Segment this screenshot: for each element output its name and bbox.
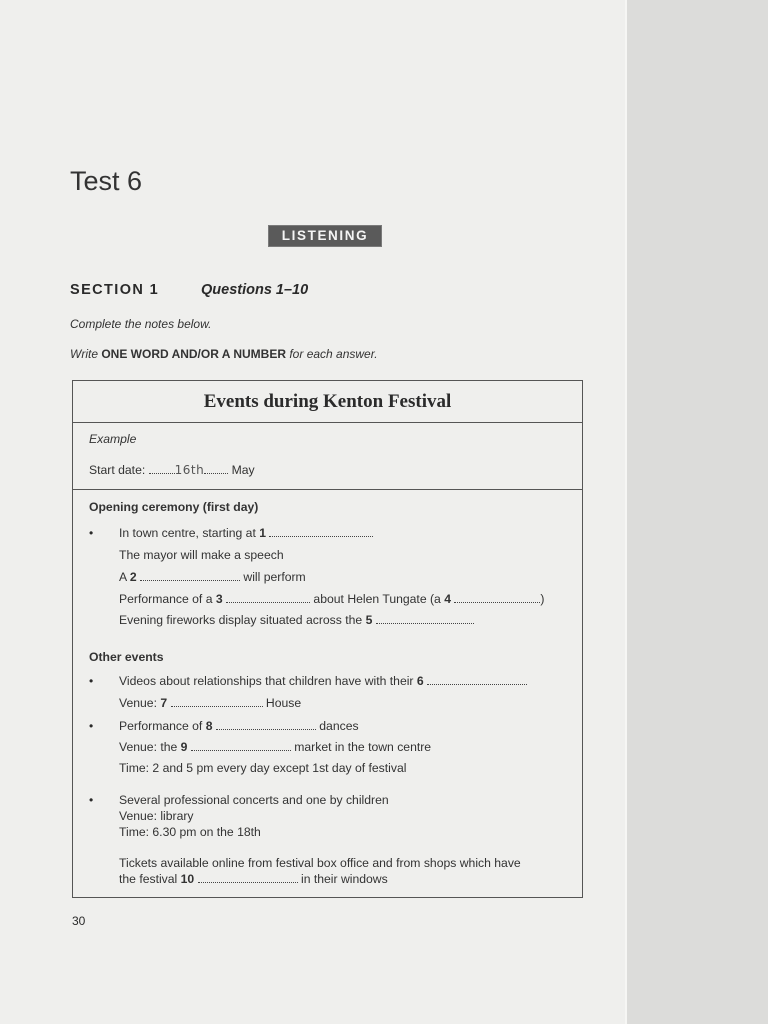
answer-gap-3[interactable] — [226, 594, 310, 603]
instruction-complete: Complete the notes below. — [70, 317, 212, 331]
example-suffix: May — [228, 463, 255, 477]
gap-8-number: 8 — [205, 719, 213, 733]
instruction-suffix: for each answer. — [286, 347, 378, 361]
answer-gap-1[interactable] — [269, 528, 373, 537]
opening-heading: Opening ceremony (first day) — [89, 500, 259, 514]
answer-gap-6[interactable] — [427, 676, 527, 685]
gap-3-number: 3 — [215, 592, 223, 606]
gap-3-prefix: Performance of a — [119, 592, 216, 606]
gap-10-prefix: the festival — [119, 872, 181, 886]
gap-3-4-middle: about Helen Tungate (a — [310, 592, 445, 606]
gap-line-1 — [119, 526, 373, 540]
bullet-dances: • — [89, 719, 94, 733]
gap-9-number: 9 — [180, 740, 188, 754]
gap-4-suffix: ) — [540, 592, 545, 606]
answer-gap-8[interactable] — [216, 721, 316, 730]
gap-10-suffix: in their windows — [297, 872, 388, 886]
tickets-line: Tickets available online from festival box office and from shops which have — [119, 856, 521, 870]
gap-line-10 — [119, 872, 388, 886]
answer-gap-2[interactable] — [140, 572, 240, 581]
other-events-heading: Other events — [89, 650, 164, 664]
bullet-concerts: • — [89, 793, 94, 807]
answer-gap-9[interactable] — [191, 742, 291, 751]
gap-1-number: 1 — [259, 526, 267, 540]
answer-gap-7[interactable] — [171, 698, 263, 707]
bullet-opening: • — [89, 526, 94, 540]
notes-title: Events during Kenton Festival — [203, 391, 452, 412]
instruction-prefix: Write — [70, 347, 102, 361]
questions-label: Questions 1–10 — [201, 282, 309, 298]
answer-gap-4[interactable] — [454, 594, 540, 603]
bullet-videos: • — [89, 674, 94, 688]
dances-time: Time: 2 and 5 pm every day except 1st day of festival — [119, 761, 407, 775]
gap-2-prefix: A — [119, 570, 130, 584]
example-line — [89, 463, 255, 477]
concerts-description: Several professional concerts and one by children — [119, 793, 389, 807]
example-dots-right — [204, 465, 228, 474]
gap-9-prefix: Venue: the — [119, 740, 181, 754]
example-divider — [73, 489, 582, 490]
example-prefix: Start date: — [89, 463, 149, 477]
opening-speech: The mayor will make a speech — [119, 548, 284, 562]
section-heading — [70, 282, 309, 298]
answer-gap-10[interactable] — [198, 874, 298, 883]
gap-line-9 — [119, 740, 431, 754]
gap-8-prefix: Performance of — [119, 719, 206, 733]
gap-line-2 — [119, 570, 306, 584]
gap-line-6 — [119, 674, 527, 688]
gap-8-suffix: dances — [315, 719, 359, 733]
gap-6-number: 6 — [416, 674, 424, 688]
page-edge — [625, 0, 627, 1024]
example-label: Example — [89, 432, 137, 446]
concerts-time: Time: 6.30 pm on the 18th — [119, 825, 261, 839]
gap-5-prefix: Evening fireworks display situated across the — [119, 613, 366, 627]
gap-line-7 — [119, 696, 301, 710]
section-label: SECTION 1 — [70, 282, 160, 298]
concerts-venue: Venue: library — [119, 809, 194, 823]
example-dots-left — [149, 465, 175, 474]
notes-box — [72, 380, 583, 898]
gap-line-3-4 — [119, 592, 544, 606]
answer-gap-5[interactable] — [376, 615, 474, 624]
gap-7-number: 7 — [160, 696, 168, 710]
test-title: Test 6 — [70, 166, 143, 196]
gap-10-number: 10 — [180, 872, 195, 886]
gap-2-suffix: will perform — [240, 570, 306, 584]
gap-9-suffix: market in the town centre — [290, 740, 432, 754]
gap-7-suffix: House — [262, 696, 302, 710]
gap-4-number: 4 — [444, 592, 451, 606]
gap-line-8 — [119, 719, 359, 733]
example-answer: 16th — [174, 463, 205, 477]
page-number: 30 — [72, 914, 86, 928]
gap-5-number: 5 — [365, 613, 373, 627]
gap-7-prefix: Venue: — [119, 696, 161, 710]
instruction-write — [70, 347, 378, 361]
gap-1-prefix: In town centre, starting at — [119, 526, 260, 540]
gap-2-number: 2 — [129, 570, 137, 584]
listening-badge: LISTENING — [268, 225, 382, 247]
gap-6-prefix: Videos about relationships that children have with their — [119, 674, 417, 688]
instruction-word-limit: ONE WORD AND/OR A NUMBER — [101, 347, 287, 361]
title-divider — [73, 422, 582, 423]
gap-line-5 — [119, 613, 474, 627]
